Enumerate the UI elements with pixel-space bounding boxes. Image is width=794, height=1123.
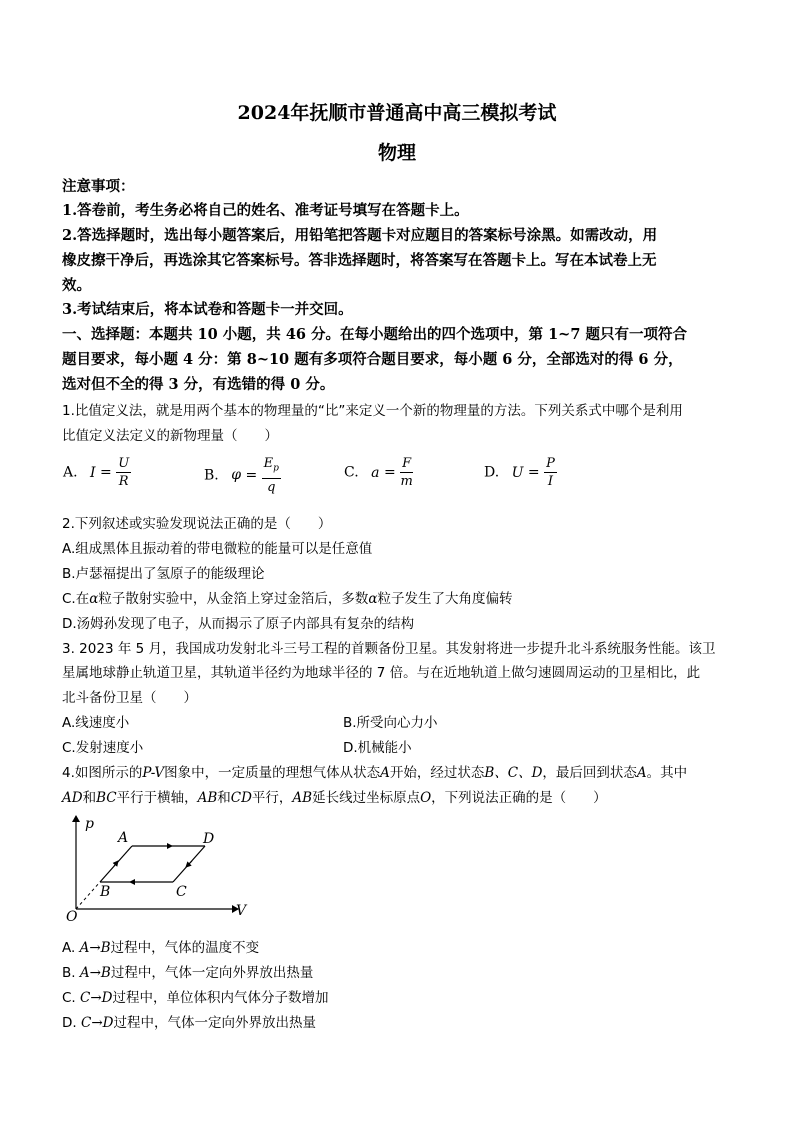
numerator: P <box>546 456 555 471</box>
point-b-label: B <box>100 884 111 900</box>
point-a-label: A <box>118 830 129 846</box>
equals-sign: = <box>527 464 540 481</box>
q1-option-b <box>204 455 281 496</box>
option-label: C. <box>62 990 76 1006</box>
text: 图象中，一定质量的理想气体从状态 <box>164 765 381 781</box>
q1-option-a <box>63 455 131 490</box>
q1-stem-line-1: 1.比值定义法，就是用两个基本的物理量的“比”来定义一个新的物理量的方法。下列关系式中哪个是利用 <box>62 403 683 419</box>
origin-label: O <box>66 909 78 925</box>
alpha-symbol: α <box>368 591 378 607</box>
q4-option-a <box>62 936 259 956</box>
q4-option-c <box>62 986 328 1006</box>
text: 平行于横轴， <box>116 790 198 806</box>
option-text: 过程中，气体的温度不变 <box>110 940 260 956</box>
q3-option-c: C.发射速度小 <box>62 740 144 756</box>
text: 平行， <box>251 790 293 806</box>
equals-sign: = <box>245 467 258 484</box>
note-line-5: 3.考试结束后，将本试卷和答题卡一并交回。 <box>62 301 353 318</box>
origin-o: O <box>420 790 432 806</box>
option-label: C. <box>344 464 359 481</box>
q4-stem-line-2 <box>62 786 607 806</box>
formula-lhs: a <box>371 464 380 481</box>
denominator: m <box>400 474 413 489</box>
numerator: U <box>118 456 130 471</box>
text: 开始，经过状态 <box>389 765 485 781</box>
q4-stem-line-1 <box>62 761 687 781</box>
dashed-extension <box>76 882 100 909</box>
q2-option-d: D.汤姆孙发现了电子，从而揭示了原子内部具有复杂的结构 <box>62 616 415 632</box>
segment-ab: AB <box>197 790 218 806</box>
text: 延长线过坐标原点 <box>312 790 421 806</box>
q3-stem-line-3: 北斗备份卫星（ ） <box>62 690 197 706</box>
text: 4.如图所示的 <box>62 765 143 781</box>
option-label: D. <box>62 1015 77 1031</box>
option-label: B. <box>204 467 219 484</box>
q3-option-d: D.机械能小 <box>343 740 412 756</box>
q2-c-pre: C.在 <box>62 591 90 607</box>
q4-option-b <box>62 961 313 981</box>
option-text: 过程中，气体一定向外界放出热量 <box>113 1015 316 1031</box>
option-text: 过程中，气体一定向外界放出热量 <box>110 965 314 981</box>
option-text: 过程中，单位体积内气体分子数增加 <box>112 990 329 1006</box>
numerator-subscript: p <box>273 463 279 474</box>
option-label: A. <box>63 464 78 481</box>
formula-lhs: I <box>90 464 96 481</box>
q2-option-c <box>62 587 512 607</box>
text: ，最后回到状态 <box>542 765 637 781</box>
denominator: I <box>547 474 554 489</box>
segment-ad: AD <box>62 790 83 806</box>
equals-sign: = <box>383 464 396 481</box>
point-d-label: D <box>203 831 215 847</box>
alpha-symbol: α <box>89 591 99 607</box>
section-instructions-3: 选对但不全的得 3 分，有选错的得 0 分。 <box>62 376 335 393</box>
q2-stem: 2.下列叙述或实验发现说法正确的是（ ） <box>62 516 332 532</box>
option-label: D. <box>484 464 500 481</box>
text: 。其中 <box>646 765 688 781</box>
text: 和 <box>82 790 97 806</box>
segment-cd: CD <box>230 790 252 806</box>
q1-option-c <box>344 455 413 490</box>
text: ，下列说法正确的是（ ） <box>431 790 607 806</box>
q3-option-a: A.线速度小 <box>62 715 130 731</box>
pv-diagram <box>60 810 260 925</box>
segment-ab: AB <box>292 790 313 806</box>
v-axis-label: V <box>236 903 247 919</box>
point-c-label: C <box>176 884 187 900</box>
states-bcd: B、C、D <box>484 765 543 781</box>
q2-option-a: A.组成黑体且振动着的带电微粒的能量可以是任意值 <box>62 541 373 557</box>
arrow-b-to-a <box>114 861 118 866</box>
formula-fraction <box>116 455 131 490</box>
process-label: C→D <box>80 1015 114 1031</box>
q3-stem-line-1: 3. 2023 年 5 月，我国成功发射北斗三号工程的首颗备份卫星。其发射将进一步提升北斗系统服务性能。该卫 <box>62 641 716 657</box>
segment-bc: BC <box>96 790 117 806</box>
process-label: C→D <box>80 990 113 1006</box>
note-line-4: 效。 <box>62 277 91 294</box>
notes-heading: 注意事项： <box>62 178 135 195</box>
arrow-d-to-c <box>186 861 192 867</box>
exam-title: 2024年抚顺市普通高中高三模拟考试 <box>237 102 557 124</box>
state-a: A <box>380 765 390 781</box>
option-label: B. <box>62 965 76 981</box>
q3-option-b: B.所受向心力小 <box>343 715 438 731</box>
numerator: F <box>402 456 412 471</box>
numerator-symbol: E <box>263 456 274 471</box>
numerator <box>262 455 281 479</box>
formula-fraction <box>544 455 557 490</box>
section-instructions-1: 一、选择题：本题共 10 小题，共 46 分。在每小题给出的四个选项中，第 1~7 题只有一项符合 <box>62 326 687 343</box>
process-label: A→B <box>79 965 111 981</box>
text: 和 <box>217 790 231 806</box>
subject-title: 物理 <box>377 142 416 164</box>
q2-option-b: B.卢瑟福提出了氢原子的能级理论 <box>62 566 265 582</box>
option-label: A. <box>62 940 76 956</box>
q2-c-post: 粒子发生了大角度偏转 <box>377 591 513 607</box>
note-line-3: 橡皮擦干净后，再选涂其它答案标号。答非选择题时，将答案写在答题卡上。写在本试卷上无 <box>62 252 657 269</box>
section-instructions-2: 题目要求，每小题 4 分：第 8~10 题有多项符合题目要求，每小题 6 分，全部选对的得 6 分， <box>62 351 683 368</box>
note-line-2: 2.答选择题时，选出每小题答案后，用铅笔把答题卡对应题目的答案标号涂黑。如需改动，用 <box>62 227 658 244</box>
denominator: R <box>118 474 129 489</box>
state-a: A <box>636 765 647 781</box>
equals-sign: = <box>100 464 112 481</box>
denominator: q <box>267 479 276 495</box>
q1-option-d <box>484 455 557 490</box>
p-axis-label: p <box>85 816 94 832</box>
formula-fraction <box>400 455 413 490</box>
q3-stem-line-2: 星属地球静止轨道卫星，其轨道半径约为地球半径的 7 倍。与在近地轨道上做匀速圆周运动的卫星相比，此 <box>62 665 701 681</box>
formula-lhs: φ <box>231 467 242 484</box>
process-label: A→B <box>79 940 111 956</box>
q4-option-d <box>62 1011 316 1031</box>
formula-fraction <box>262 455 281 496</box>
q1-stem-line-2: 比值定义法定义的新物理量（ ） <box>62 428 278 444</box>
q2-c-mid: 粒子散射实验中，从金箔上穿过金箔后，多数 <box>98 591 369 607</box>
formula-lhs: U <box>511 464 524 481</box>
note-line-1: 1.答卷前，考生务必将自己的姓名、准考证号填写在答题卡上。 <box>62 202 469 219</box>
pv-label: P-V <box>142 765 165 781</box>
